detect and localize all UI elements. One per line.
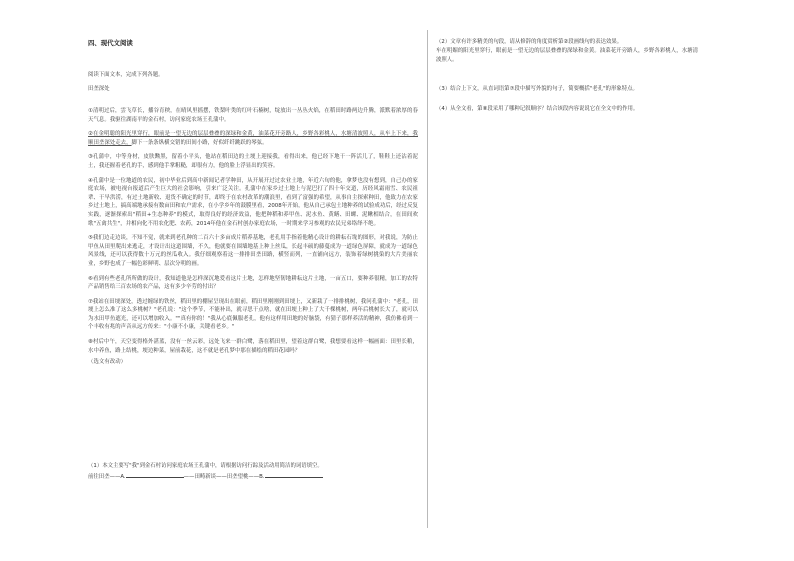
question-1-text: （1）本文主要写"我"到金石村访问家庭农场王孔蒲中，请根据访问行踪及活动用简洁的词语填空。	[88, 463, 323, 469]
right-column	[436, 0, 698, 561]
paragraph-6: ⑥看到有些老孔所所做的设计，我知道他是怎样深沉地爱看这片土地，怎样地坚韧地耕耘这片土地，一亩五口，要种养很精，加工的农特产品销售给三百农场的农产品，这有多少辛劳的付出？	[88, 275, 418, 291]
answer-part-b: ——田畴新谈——田垄望桃——B.	[183, 474, 265, 480]
paragraph-1: ①清明过后，雲飞草长，播谷育秧，在晴风里摇摆，铁梨叶类的红叶石楠树，绽放出一丛丛火焰，在稻田时路两边升腾，派默着浓厚的春天气息。我驱往湖南平的金石村，访问家庭农场王孔蒲中。	[88, 108, 418, 123]
underlined-sentence: ②在金明聪的阳光里穿行，眼前是一望无边的层层叠叠的深绿和金黄，油菜花开旁路人，乡野各彩桃人，	[88, 131, 341, 138]
left-column	[88, 0, 418, 561]
answer-part-a: 前往田垄——A.	[88, 474, 126, 480]
paragraph-7: ⑦我站在田埂深处，透过缠绿的铁丝，稻田里的棚屋呈现出在眼前，稻田里刚刚到田埂上，又新栽了一排排桃树，我问孔蒲中："老孔，田埂上怎么准了这么多桃树？"老孔说："这个季节，不能补出，就寻思干点啥，就在田埂上种上了大千棵桃树，两年后桃树长大了，就可以为水田甲鱼遮光，还可以增加收入。""真有你的！"我从心底佩服老孔，他有这样用田地的好脑袋，有猜子那样养活的精神，我仿佛看到一个丰收有兆的声音从远方传来："小康不小康，关键看老乡。"	[88, 298, 418, 331]
section-title: 四、现代文阅读	[88, 39, 133, 47]
answer-blank-a[interactable]	[126, 471, 184, 478]
article-body	[88, 107, 418, 373]
source-note: （选文有改动）	[88, 359, 127, 366]
answer-blank-b[interactable]	[265, 471, 323, 478]
paragraph-3: ③孔蒲中，中等身材，皮肤黝黑，留着小平头，他站在稻田边的土埂上迎接我，看得出来，他已经下地干一阵活儿了，鞋鞋上还沾着泥土，我还握着老孔的手，感到他手掌粗糙，却很有力，他的脸上浮显出的笑容。	[88, 154, 418, 169]
question-4: （4）从全文看，第⑧段采用了哪种记叙顺序？结合该段内容说说它在全文中的作用。	[436, 106, 639, 112]
paragraph-4: ④孔蒲中是一位地道的农民，初中毕业后到高中新闻记者学种田，从开展开过过农业土地，年近六旬的他，拿梦也没有想到，自己办的家庭农场，被电视台报道后产生巨大的社会影响，引来广泛关注。孔蒲中在家乡过土地上与泥巴打了四十年交道，历经风霜雨雪、农民祖辈、干旱洪涝，有过土地新收、退货不确定的时节，却终于在农村改革的潮浪里，看到了富强的希望，从事自主探索种田，他致力在农家乡过土地上，搞高端地承接有数亩田和农户需求，在小学乡年的鼓膜里看，2008年开始，他从自己承包土地种养的试验成功后，经过反复实践，逐渐探索出"稻田+生态种养"的模式，取得良好的经济效益，他把种稻和养甲鱼、泥水鱼、黄鳝、田螺、泥鳅相结合，在田间欢歌"五禽共生"，并相向化不用农化肥、农药，2014年他在金石村创办家庭农场，一时期来学习参观的农民兄弟络绎不绝。	[88, 177, 418, 227]
underlined-sentence-cont: 水塘清波照人，从车上下来，我顺田垄深处走去，	[88, 131, 418, 146]
paragraph-8: ⑧村后中午，天空变得格外湛蓝，没有一丝云彩，远处飞来一群白鹭，落在稻田里，望着这群白鹭，我想要看这样一幅画面：田里长粮，水中养鱼，路上结桃，埂边种菜，屋前栽花，这不就是老孔梦中那在描绘的稻田花园吗？	[88, 339, 418, 354]
paragraph-5: ⑤我们边走边谈，不知不觉，就来到老孔种的二百六十多亩成片稻养基地，老孔用手指着他精心设计的耕耘石垅的图形，对我说，为防止甲鱼从田里爬出来逃走，才设计出这道围墙，不久，他就要在围墙地基上种上丝瓜，长起丰硕的藤蔓成为一道绿色屏障，就成为一道绿色风景线，还可以获得数十万元的丝瓜收入。我仔细观察着这一排排田垄田路，横竖而列，一直铺向远方，装饰着绿树挑染的大片美丽农业，乡野也成了一幅色彩鲜明、层次分明的画。	[88, 235, 418, 267]
reading-intro	[88, 71, 163, 93]
paragraph-2: ②在金明聪的阳光里穿行，眼前是一望无边的层层叠叠的深绿和金黄，油菜花开旁路人，乡野各彩桃人，水塘清波照人，从车上下来，我顺田垄深处走去，脚下一条条纵横交错的田间小路，好似纤纤跳跃的琴弦。	[88, 131, 418, 146]
question-2: （2）文章有许多精美的句段，请从修辞的角度赏析第②段画线句的表达效果。	[436, 39, 623, 45]
instruction: 阅读下面文本，完成下列各题。	[88, 72, 164, 78]
question-3: （3）结合上下文，从直词语第⑦段中描写外貌的句子，简要概括"老孔"的形象特点。	[436, 86, 638, 92]
question-1	[88, 462, 418, 482]
question-2-quote: 车在明媚的阳光里穿行，眼前是一望无边的层层叠叠的深绿和金黄。油菜花开旁路人，乡野各彩桃人，水塘清波照人。	[436, 48, 698, 63]
column-divider	[427, 30, 428, 528]
question-1-answer-line	[88, 471, 418, 482]
article-title: 田垄深处	[88, 86, 110, 92]
